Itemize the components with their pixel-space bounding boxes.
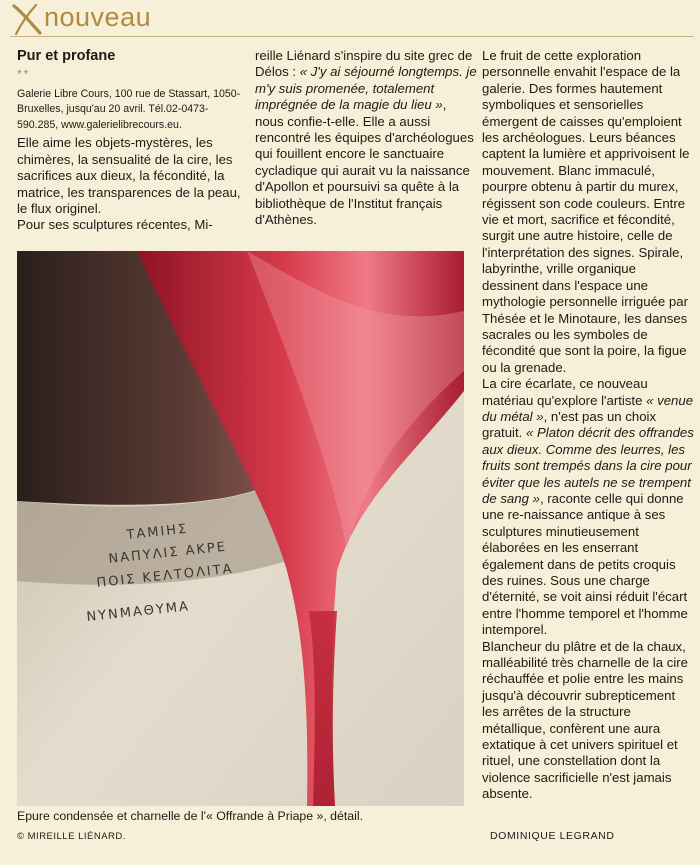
inscription-line-1: ΤΑΜΙΗΣ <box>125 521 189 543</box>
col3-paragraph-1: Le fruit de cette exploration personnelle envahit l'espace de la galerie. Des formes hautement symboliques et sensorielles émergent de caisses qu'emploient les archéologues. Leurs béances captent la lumière et apprivoisent le mouvement. Blanc immaculé, pourpre obtenu à partir du murex, régissent son code couleurs. Entre vie et mort, sacrifice et fécondité, surgit une autre histoire, celle de l'interprétation des signes. Spirale, labyrinthe, vrille organique dessinent dans l'espace une mythologie personnelle irriguée par Thésée et le Minotaure, les danses sacrales ou les symboles de fécondité que sont la poire, la figue ou la grenade. <box>482 48 690 375</box>
inscription-line-4: ΝΥΝΜΑΘΥΜΑ <box>85 599 191 625</box>
col1-paragraph-2: Pour ses sculptures récentes, Mi- <box>17 217 213 233</box>
section-rubric: nouveau <box>44 2 152 32</box>
column-2 <box>255 48 477 228</box>
rating-stars: ** <box>17 67 31 82</box>
column-3 <box>482 48 694 803</box>
col2-paragraph-1: reille Liénard s'inspire du site grec de Délos : « J'y ai séjourné longtemps. je m'y suis promenée, totalement imprégnée de la magie du lieu », nous confie-t-elle. Elle a aussi rencontré les équipes d'archéologues qui fouillent encore le sanctuaire cycladique qui aurait vu la naissance d'Apollon et poursuivi sa quête à la bibliothèque de l'Institut français d'Athènes. <box>255 48 477 228</box>
article-title: Pur et profane <box>17 48 116 64</box>
inscription-line-2: ΝΑΠΥΛΙΣ ΑΚΡΕ <box>107 539 228 567</box>
photo-caption: Epure condensée et charnelle de l'« Offrande à Priape », détail. <box>17 809 363 823</box>
artist-quote-1: « J'y ai séjourné longtemps. je m'y suis promenée, totalement imprégnée de la magie du lieu » <box>255 64 477 113</box>
exhibition-info: Galerie Libre Cours, 100 rue de Stassart, 1050-Bruxelles, jusqu'au 20 avril. Tél.02-0473-590.285, www.galerielibrecours.eu. <box>17 87 241 131</box>
wax-sculpture-image <box>17 251 464 806</box>
col3-paragraph-2: La cire écarlate, ce nouveau matériau qu'explore l'artiste « venue du métal », n'est pas un choix gratuit. « Platon décrit des offrandes aux dieux. Comme des leurres, les fruits sont trempés dans la cire pour éviter que les autels ne se trempent de sang », raconte celle qui donne une re-naissance antique à ses sculptures minutieusement élaborées en les enserrant également dans de petits croquis des ruines. Sous une charge d'éternité, se voit ainsi réduit l'écart entre l'homme temporel et l'homme intemporel. <box>482 376 694 638</box>
header <box>0 0 700 38</box>
col3-paragraph-3: Blancheur du plâtre et de la chaux, malléabilité très charnelle de la cire réchauffée et polie entre les mains jusqu'à découvrir subrepticement les arrêtes de la structure métallique, confèrent une aura extatique à cet univers spirituel et rituel, une constellation dont la violence sacrificielle n'est jamais absente. <box>482 638 688 802</box>
artist-quote-3: « Platon décrit des offrandes aux dieux. Comme des leurres, les fruits sont trempés dans la cire pour éviter que les autels ne se trempent de sang » <box>482 425 694 506</box>
column-1 <box>17 48 245 234</box>
col1-paragraph-1: Elle aime les objets-mystères, les chimères, la sensualité de la cire, les sacrifices aux dieux, la fécondité, la matrice, les transparences de la peau, le flux originel. <box>17 135 241 216</box>
x-swash-logo-icon <box>10 2 44 36</box>
author-byline: DOMINIQUE LEGRAND <box>490 830 615 842</box>
artist-quote-2: « venue du métal » <box>482 392 694 424</box>
inscription-line-3: ΠΟΙΣ ΚΕΛΤΟΛΙΤΑ <box>95 561 235 591</box>
photo-credit: © MIREILLE LIÉNARD. <box>17 831 126 842</box>
sculpture-photo <box>17 251 464 806</box>
header-rule <box>10 36 694 37</box>
